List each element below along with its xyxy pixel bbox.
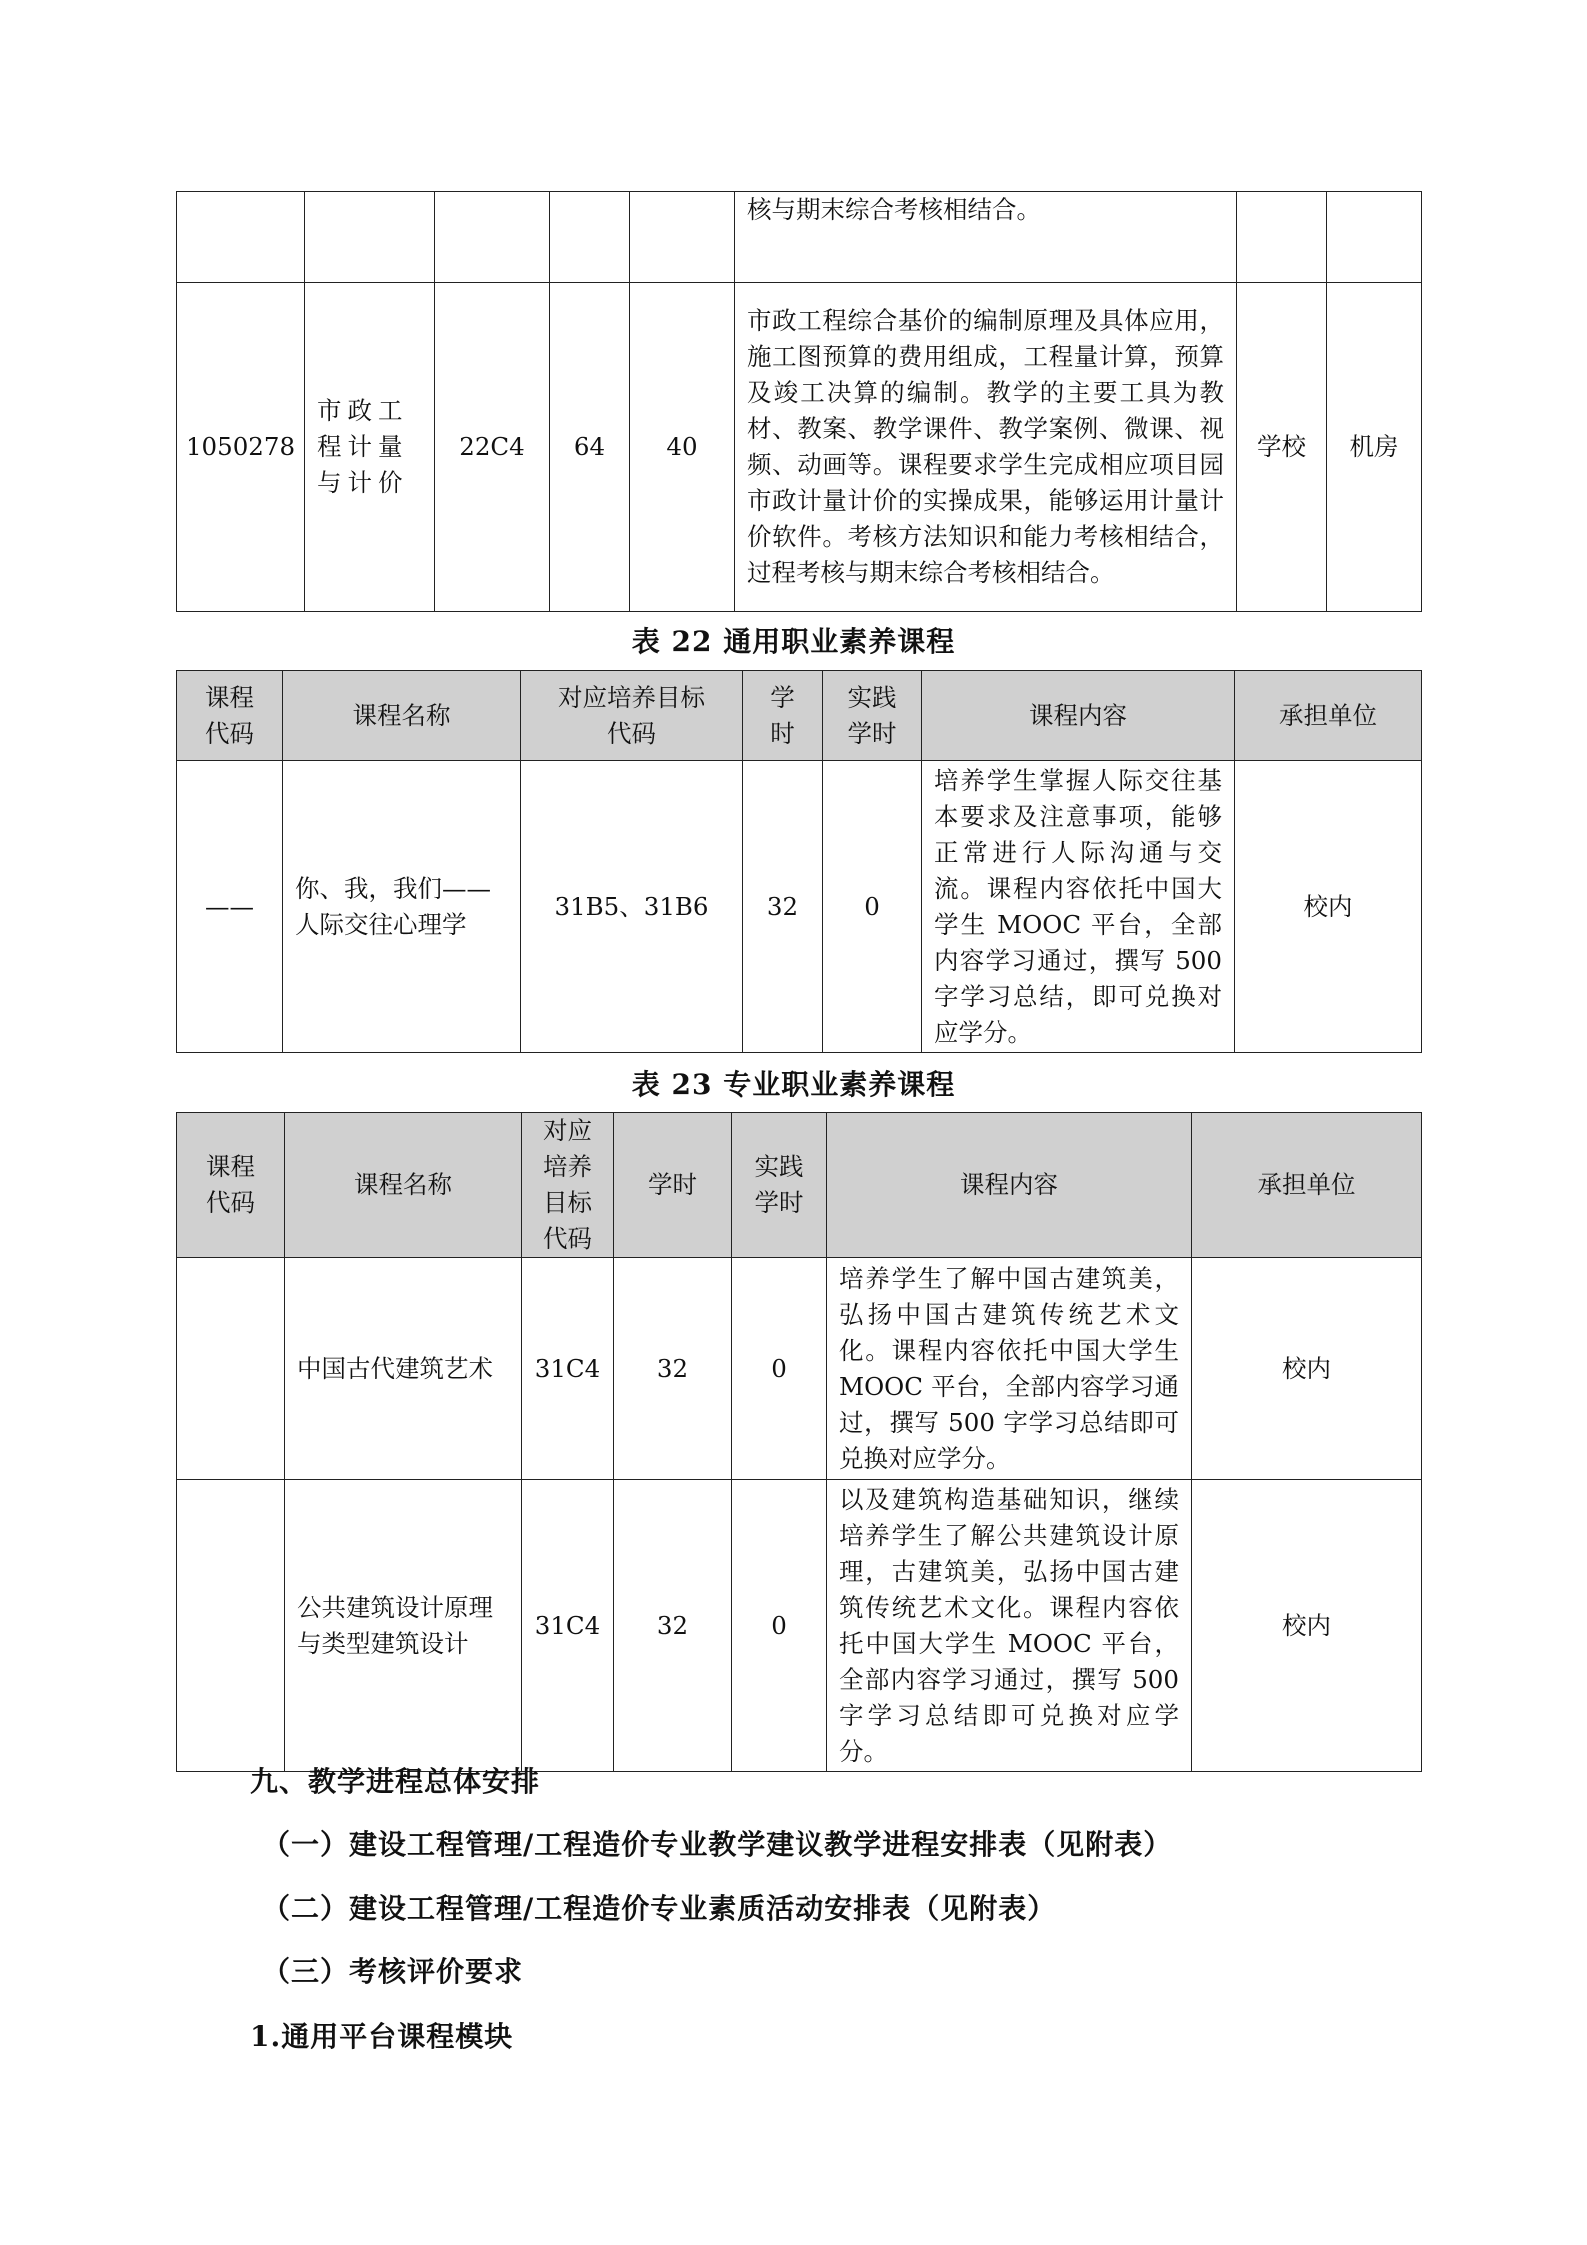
course-code-cell <box>177 1258 285 1480</box>
header-hours: 学时 <box>743 671 823 761</box>
target-code-cell <box>435 192 550 283</box>
course-name-cell <box>305 192 435 283</box>
course-code-cell <box>177 1480 285 1772</box>
table-row <box>177 761 1422 1053</box>
course-code-cell: 1050278 <box>177 283 305 612</box>
place-cell <box>1327 192 1422 283</box>
hours-cell: 64 <box>550 283 630 612</box>
course-name-cell: 公共建筑设计原理与类型建筑设计 <box>285 1480 522 1772</box>
header-practice-hours: 实践学时 <box>732 1113 827 1258</box>
header-course-code: 课程代码 <box>177 671 283 761</box>
table-row <box>177 1480 1422 1772</box>
course-name-cell: 市政工程计量与计价 <box>305 283 435 612</box>
practice-hours-cell: 0 <box>823 761 922 1053</box>
target-code-cell: 31B5、31B6 <box>521 761 743 1053</box>
subsection-9-3-1: 1.通用平台课程模块 <box>250 2020 514 2053</box>
target-code-cell: 31C4 <box>522 1258 614 1480</box>
course-content-cell: 以及建筑构造基础知识，继续培养学生了解公共建筑设计原理，古建筑美，弘扬中国古建筑传统艺术文化。课程内容依托中国大学生 MOOC 平台，全部内容学习通过，撰写 500 字学习总结即可兑换对应学分。 <box>827 1480 1192 1772</box>
subsection-9-3: （三）考核评价要求 <box>262 1955 524 1988</box>
practice-hours-cell <box>630 192 735 283</box>
header-hours: 学时 <box>614 1113 732 1258</box>
course-name-cell: 中国古代建筑艺术 <box>285 1258 522 1480</box>
subsection-9-2: （二）建设工程管理/工程造价专业素质活动安排表（见附表） <box>262 1892 1057 1925</box>
hours-cell: 32 <box>743 761 823 1053</box>
table-22-caption: 表 22 通用职业素养课程 <box>631 625 956 658</box>
unit-cell: 校内 <box>1192 1258 1422 1480</box>
table-header-row <box>177 1113 1422 1258</box>
hours-cell: 32 <box>614 1258 732 1480</box>
header-course-content: 课程内容 <box>922 671 1235 761</box>
header-course-code: 课程代码 <box>177 1113 285 1258</box>
header-course-content: 课程内容 <box>827 1113 1192 1258</box>
course-table-continued <box>176 191 1422 612</box>
target-code-cell: 31C4 <box>522 1480 614 1772</box>
professional-literacy-course-table <box>176 1112 1422 1772</box>
table-23-caption: 表 23 专业职业素养课程 <box>631 1068 956 1101</box>
table-header-row <box>177 671 1422 761</box>
table-row <box>177 283 1422 612</box>
header-target-code: 对应培养目标代码 <box>521 671 743 761</box>
course-name-cell: 你、我，我们——人际交往心理学 <box>283 761 521 1053</box>
hours-cell: 32 <box>614 1480 732 1772</box>
header-target-code: 对应培养目标代码 <box>522 1113 614 1258</box>
practice-hours-cell: 0 <box>732 1258 827 1480</box>
unit-cell: 校内 <box>1235 761 1422 1053</box>
unit-cell <box>1237 192 1327 283</box>
place-cell: 机房 <box>1327 283 1422 612</box>
practice-hours-cell: 40 <box>630 283 735 612</box>
unit-cell: 学校 <box>1237 283 1327 612</box>
target-code-cell: 22C4 <box>435 283 550 612</box>
header-course-name: 课程名称 <box>283 671 521 761</box>
subsection-9-1: （一）建设工程管理/工程造价专业教学建议教学进程安排表（见附表） <box>262 1828 1173 1861</box>
table-row <box>177 1258 1422 1480</box>
course-content-cell: 市政工程综合基价的编制原理及具体应用，施工图预算的费用组成，工程量计算，预算及竣工决算的编制。教学的主要工具为教材、教案、教学课件、教学案例、微课、视频、动画等。课程要求学生完成相应项目园市政计量计价的实操成果，能够运用计量计价软件。考核方法知识和能力考核相结合，过程考核与期末综合考核相结合。 <box>735 283 1237 612</box>
section-heading-9: 九、教学进程总体安排 <box>250 1765 541 1798</box>
header-course-name: 课程名称 <box>285 1113 522 1258</box>
unit-cell: 校内 <box>1192 1480 1422 1772</box>
course-content-cell: 培养学生了解中国古建筑美，弘扬中国古建筑传统艺术文化。课程内容依托中国大学生 MOOC 平台，全部内容学习通过，撰写 500 字学习总结即可兑换对应学分。 <box>827 1258 1192 1480</box>
course-content-cell: 培养学生掌握人际交往基本要求及注意事项，能够正常进行人际沟通与交流。课程内容依托中国大学生 MOOC 平台，全部内容学习通过，撰写 500 字学习总结，即可兑换对应学分。 <box>922 761 1235 1053</box>
course-code-cell: —— <box>177 761 283 1053</box>
hours-cell <box>550 192 630 283</box>
practice-hours-cell: 0 <box>732 1480 827 1772</box>
course-content-cell: 核与期末综合考核相结合。 <box>735 192 1237 283</box>
table-row <box>177 192 1422 283</box>
general-literacy-course-table <box>176 670 1422 1053</box>
header-unit: 承担单位 <box>1235 671 1422 761</box>
course-code-cell <box>177 192 305 283</box>
header-unit: 承担单位 <box>1192 1113 1422 1258</box>
header-practice-hours: 实践学时 <box>823 671 922 761</box>
